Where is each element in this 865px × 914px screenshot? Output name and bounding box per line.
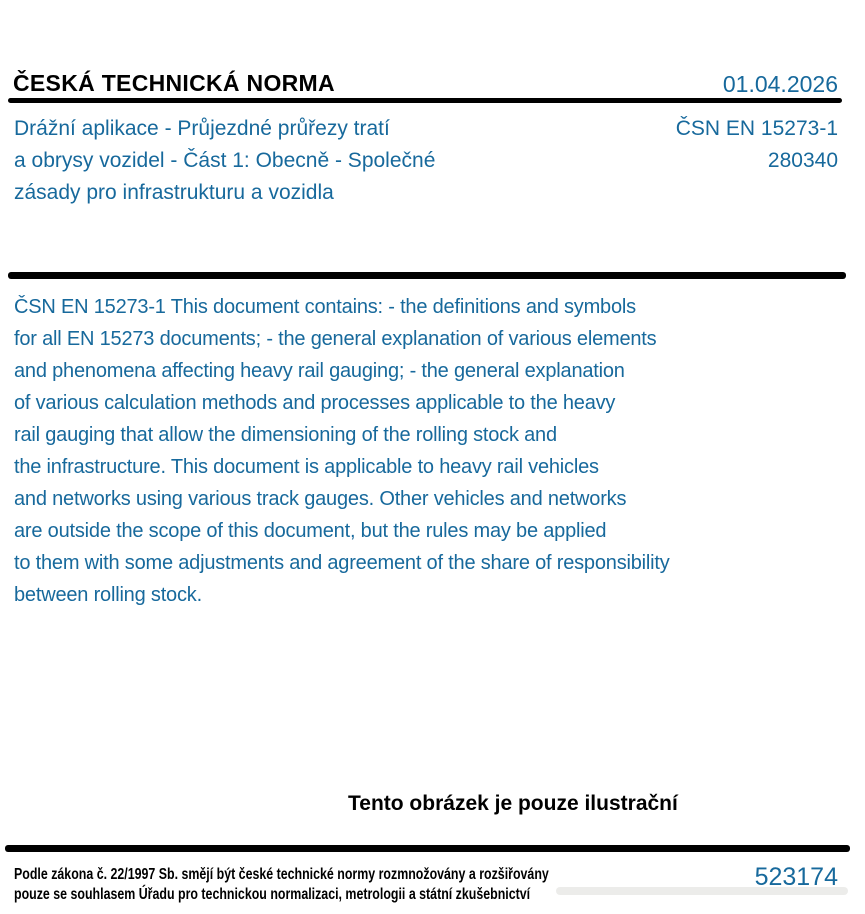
abstract-line: ČSN EN 15273-1 This document contains: - the definitions and symbols — [14, 296, 636, 318]
legal-notice — [14, 865, 549, 904]
abstract-line: and networks using various track gauges. Other vehicles and networks — [14, 488, 627, 510]
order-number: 523174 — [754, 863, 838, 891]
abstract-line: to them with some adjustments and agreement of the share of responsibility — [14, 552, 670, 574]
abstract-line: the infrastructure. This document is applicable to heavy rail vehicles — [14, 456, 599, 478]
standard-designation: ČSN EN 15273-1 — [675, 117, 838, 140]
standard-title-line: a obrysy vozidel - Část 1: Obecně - Společné — [14, 149, 436, 172]
abstract-line: of various calculation methods and processes applicable to the heavy — [14, 392, 616, 414]
standard-title-line: zásady pro infrastrukturu a vozidla — [14, 181, 334, 204]
standard-title-line: Drážní aplikace - Průjezdné průřezy tratí — [14, 117, 390, 140]
effective-date: 01.04.2026 — [722, 71, 838, 97]
abstract-line: for all EN 15273 documents; - the general explanation of various elements — [14, 328, 657, 350]
page-title: ČESKÁ TECHNICKÁ NORMA — [13, 70, 335, 96]
abstract-line: are outside the scope of this document, but the rules may be applied — [14, 520, 607, 542]
abstract-line: rail gauging that allow the dimensioning of the rolling stock and — [14, 424, 557, 446]
header-divider — [8, 98, 842, 103]
illustration-disclaimer: Tento obrázek je pouze ilustrační — [348, 792, 678, 815]
abstract-divider — [8, 272, 846, 279]
legal-notice-line: Podle zákona č. 22/1997 Sb. smějí být české technické normy rozmnožovány a rozšiřovány — [14, 866, 549, 883]
legal-notice-line: pouze se souhlasem Úřadu pro technickou normalizaci, metrologii a státní zkušebnictví — [14, 885, 531, 903]
abstract-line: between rolling stock. — [14, 584, 202, 606]
abstract-line: and phenomena affecting heavy rail gauging; - the general explanation — [14, 360, 625, 382]
abstract-text — [14, 291, 670, 611]
standard-title — [14, 113, 435, 209]
footer-divider — [5, 845, 850, 852]
standard-class-code: 280340 — [767, 149, 838, 172]
standard-reference — [676, 113, 838, 177]
